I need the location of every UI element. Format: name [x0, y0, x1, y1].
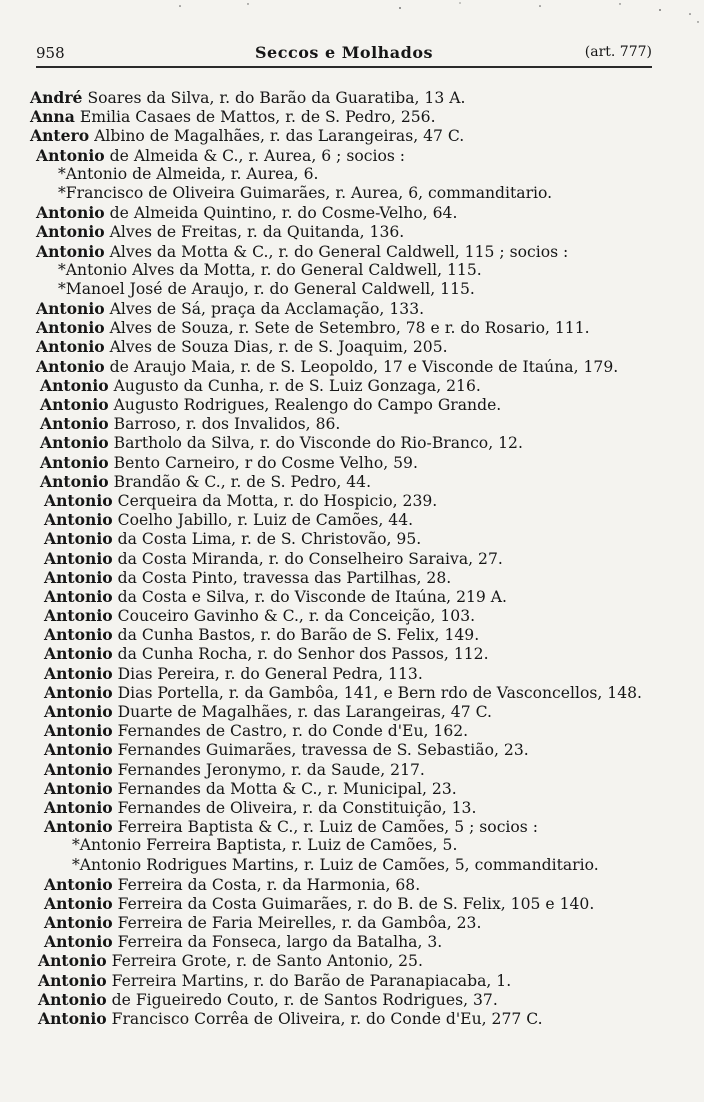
- entry-first-name: Antonio: [44, 510, 113, 530]
- list-item: [30, 702, 680, 721]
- entry-text: Albino de Magalhães, r. das Larangeiras, 47 C.: [89, 127, 465, 146]
- entry-first-name: Antonio: [44, 644, 113, 664]
- entry-first-name: Antonio: [44, 797, 113, 817]
- entry-text: Ferreira Martins, r. do Barão de Paranapiacaba, 1.: [106, 971, 512, 990]
- list-item: [30, 644, 680, 663]
- entry-first-name: Antonio: [44, 567, 113, 587]
- entry-text: Alves de Souza Dias, r. de S. Joaquim, 205.: [104, 338, 448, 357]
- entry-text: *Antonio Alves da Motta, r. do General Caldwell, 115.: [58, 260, 482, 279]
- list-item: [30, 951, 680, 970]
- entry-first-name: Antonio: [38, 1009, 107, 1028]
- running-header: [36, 38, 652, 68]
- list-item: [30, 299, 680, 318]
- partner-item: [30, 165, 680, 184]
- entry-first-name: Antonio: [44, 893, 113, 913]
- list-item: [30, 510, 680, 529]
- entry-text: da Costa Pinto, travessa das Partilhas, 28.: [112, 568, 452, 587]
- entry-text: Coelho Jabillo, r. Luiz de Camões, 44.: [112, 511, 414, 530]
- entry-first-name: Antonio: [40, 433, 109, 453]
- entry-text: Emilia Casaes de Mattos, r. de S. Pedro, 256.: [74, 108, 436, 127]
- list-item: [30, 990, 680, 1009]
- entry-text: *Antonio de Almeida, r. Aurea, 6.: [58, 164, 319, 183]
- entry-first-name: Antonio: [40, 395, 109, 414]
- entry-first-name: Antonio: [44, 759, 113, 779]
- entry-first-name: Antonio: [36, 203, 105, 223]
- entry-first-name: Anna: [30, 107, 75, 127]
- entry-first-name: Antonio: [44, 490, 113, 510]
- list-item: [30, 107, 680, 126]
- entry-text: Bartholo da Silva, r. do Visconde do Rio-Branco, 12.: [108, 434, 523, 453]
- entry-first-name: Antonio: [44, 740, 113, 760]
- entry-first-name: Antonio: [44, 548, 113, 568]
- entry-first-name: Antonio: [44, 721, 113, 741]
- list-item: [30, 88, 680, 107]
- entry-text: Dias Pereira, r. do General Pedra, 113.: [112, 664, 423, 683]
- list-item: [30, 587, 680, 606]
- list-item: [30, 664, 680, 683]
- entry-text: da Cunha Rocha, r. do Senhor dos Passos, 112.: [112, 645, 489, 664]
- partner-item: [30, 836, 680, 855]
- entry-text: Ferreira da Costa, r. da Harmonia, 68.: [112, 875, 421, 894]
- entry-text: *Francisco de Oliveira Guimarães, r. Aurea, 6, commanditario.: [58, 183, 553, 202]
- partner-item: [30, 856, 680, 875]
- partner-item: [30, 184, 680, 203]
- list-item: [30, 146, 680, 165]
- list-item: [30, 357, 680, 376]
- list-item: [30, 683, 680, 702]
- list-item: [30, 529, 680, 548]
- list-item: [30, 721, 680, 740]
- entry-first-name: André: [30, 88, 83, 107]
- entry-first-name: Antonio: [36, 337, 105, 357]
- entry-text: Francisco Corrêa de Oliveira, r. do Conde d'Eu, 277 C.: [106, 1010, 543, 1028]
- list-item: [30, 740, 680, 759]
- entry-text: *Manoel José de Araujo, r. do General Caldwell, 115.: [58, 279, 475, 298]
- entry-first-name: Antonio: [44, 817, 113, 837]
- entry-text: de Almeida Quintino, r. do Cosme-Velho, 64.: [104, 204, 458, 223]
- entry-first-name: Antonio: [36, 356, 105, 376]
- entry-first-name: Antonio: [44, 529, 113, 549]
- entry-text: Dias Portella, r. da Gambôa, 141, e Bern rdo de Vasconcellos, 148.: [112, 683, 643, 702]
- entry-first-name: Antonio: [44, 606, 113, 626]
- entry-text: Alves de Freitas, r. da Quitanda, 136.: [104, 223, 405, 242]
- list-item: [30, 318, 680, 337]
- entry-first-name: Antonio: [36, 222, 105, 242]
- list-item: [30, 817, 680, 836]
- entry-text: Brandão & C., r. de S. Pedro, 44.: [108, 472, 372, 491]
- list-item: [30, 913, 680, 932]
- page-number: 958: [36, 44, 65, 62]
- entry-first-name: Antonio: [44, 663, 113, 683]
- list-item: [30, 337, 680, 356]
- partner-item: [30, 261, 680, 280]
- entry-first-name: Antonio: [36, 145, 105, 165]
- list-item: [30, 606, 680, 625]
- entry-text: Fernandes de Castro, r. do Conde d'Eu, 162.: [112, 722, 469, 741]
- list-item: [30, 875, 680, 894]
- entry-text: Fernandes Guimarães, travessa de S. Sebastião, 23.: [112, 741, 529, 760]
- entry-text: Soares da Silva, r. do Barão da Guaratiba, 13 A.: [82, 89, 466, 107]
- entry-text: Alves de Sá, praça da Acclamação, 133.: [104, 300, 425, 319]
- entry-first-name: Antonio: [44, 586, 113, 606]
- entry-first-name: Antonio: [40, 471, 109, 491]
- entry-first-name: Antonio: [36, 241, 105, 261]
- list-item: [30, 414, 680, 433]
- list-item: [30, 625, 680, 644]
- entry-first-name: Antonio: [44, 682, 113, 702]
- entry-text: Augusto Rodrigues, Realengo do Campo Grande.: [108, 396, 502, 414]
- list-item: [30, 798, 680, 817]
- entry-text: *Antonio Ferreira Baptista, r. Luiz de Camões, 5.: [72, 836, 458, 855]
- list-item: [30, 491, 680, 510]
- list-item: [30, 1009, 680, 1028]
- directory-entries: [30, 88, 680, 1028]
- list-item: [30, 549, 680, 568]
- list-item: [30, 126, 680, 145]
- article-reference: (art. 777): [584, 44, 652, 60]
- entry-first-name: Antonio: [44, 913, 113, 933]
- entry-text: da Costa e Silva, r. do Visconde de Itaúna, 219 A.: [112, 587, 508, 606]
- entry-first-name: Antonio: [44, 778, 113, 798]
- list-item: [30, 971, 680, 990]
- entry-text: Fernandes de Oliveira, r. da Constituição, 13.: [112, 798, 477, 817]
- entry-first-name: Antonio: [40, 375, 109, 395]
- entry-first-name: Antonio: [38, 951, 107, 971]
- entry-first-name: Antonio: [38, 970, 107, 990]
- entry-text: Couceiro Gavinho & C., r. da Conceição, 103.: [112, 607, 476, 626]
- entry-text: Duarte de Magalhães, r. das Larangeiras, 47 C.: [112, 703, 492, 721]
- list-item: [30, 932, 680, 951]
- entry-text: Ferreira Grote, r. de Santo Antonio, 25.: [106, 952, 423, 971]
- list-item: [30, 779, 680, 798]
- page-title: Seccos e Molhados: [254, 43, 434, 62]
- entry-text: Augusto da Cunha, r. de S. Luiz Gonzaga, 216.: [108, 376, 481, 395]
- entry-text: de Araujo Maia, r. de S. Leopoldo, 17 e Visconde de Itaúna, 179.: [104, 357, 619, 376]
- entry-first-name: Antonio: [36, 318, 105, 338]
- entry-text: Ferreira de Faria Meirelles, r. da Gambôa, 23.: [112, 914, 482, 933]
- entry-first-name: Antero: [30, 126, 90, 146]
- list-item: [30, 222, 680, 241]
- partner-item: [30, 280, 680, 299]
- entry-first-name: Antonio: [44, 932, 113, 952]
- entry-text: de Almeida & C., r. Aurea, 6 ; socios :: [104, 146, 406, 165]
- print-specks: [160, 0, 704, 30]
- entry-text: Barroso, r. dos Invalidos, 86.: [108, 415, 341, 434]
- entry-text: Alves de Souza, r. Sete de Setembro, 78 e r. do Rosario, 111.: [104, 319, 590, 338]
- entry-text: da Costa Lima, r. de S. Christovão, 95.: [112, 530, 422, 549]
- entry-text: de Figueiredo Couto, r. de Santos Rodrigues, 37.: [106, 990, 498, 1009]
- entry-text: Cerqueira da Motta, r. do Hospicio, 239.: [112, 491, 438, 510]
- entry-first-name: Antonio: [44, 874, 113, 894]
- list-item: [30, 568, 680, 587]
- entry-first-name: Antonio: [38, 989, 107, 1009]
- entry-text: da Cunha Bastos, r. do Barão de S. Felix, 149.: [112, 626, 480, 645]
- list-item: [30, 472, 680, 491]
- entry-text: Fernandes Jeronymo, r. da Saude, 217.: [112, 760, 425, 779]
- entry-text: Bento Carneiro, r do Cosme Velho, 59.: [108, 453, 418, 472]
- entry-text: da Costa Miranda, r. do Conselheiro Saraiva, 27.: [112, 549, 503, 568]
- list-item: [30, 376, 680, 395]
- list-item: [30, 760, 680, 779]
- list-item: [30, 203, 680, 222]
- entry-first-name: Antonio: [36, 299, 105, 319]
- entry-first-name: Antonio: [40, 452, 109, 472]
- list-item: [30, 453, 680, 472]
- entry-text: Fernandes da Motta & C., r. Municipal, 23.: [112, 779, 457, 798]
- entry-text: Ferreira Baptista & C., r. Luiz de Camões, 5 ; socios :: [112, 818, 539, 837]
- entry-text: Ferreira da Fonseca, largo da Batalha, 3.: [112, 933, 443, 952]
- entry-first-name: Antonio: [44, 702, 113, 721]
- entry-first-name: Antonio: [44, 625, 113, 645]
- list-item: [30, 894, 680, 913]
- entry-first-name: Antonio: [40, 414, 109, 434]
- entry-text: Alves da Motta & C., r. do General Caldwell, 115 ; socios :: [104, 242, 569, 261]
- list-item: [30, 242, 680, 261]
- list-item: [30, 395, 680, 414]
- entry-text: Ferreira da Costa Guimarães, r. do B. de S. Felix, 105 e 140.: [112, 894, 595, 913]
- list-item: [30, 433, 680, 452]
- entry-text: *Antonio Rodrigues Martins, r. Luiz de Camões, 5, commanditario.: [72, 855, 599, 874]
